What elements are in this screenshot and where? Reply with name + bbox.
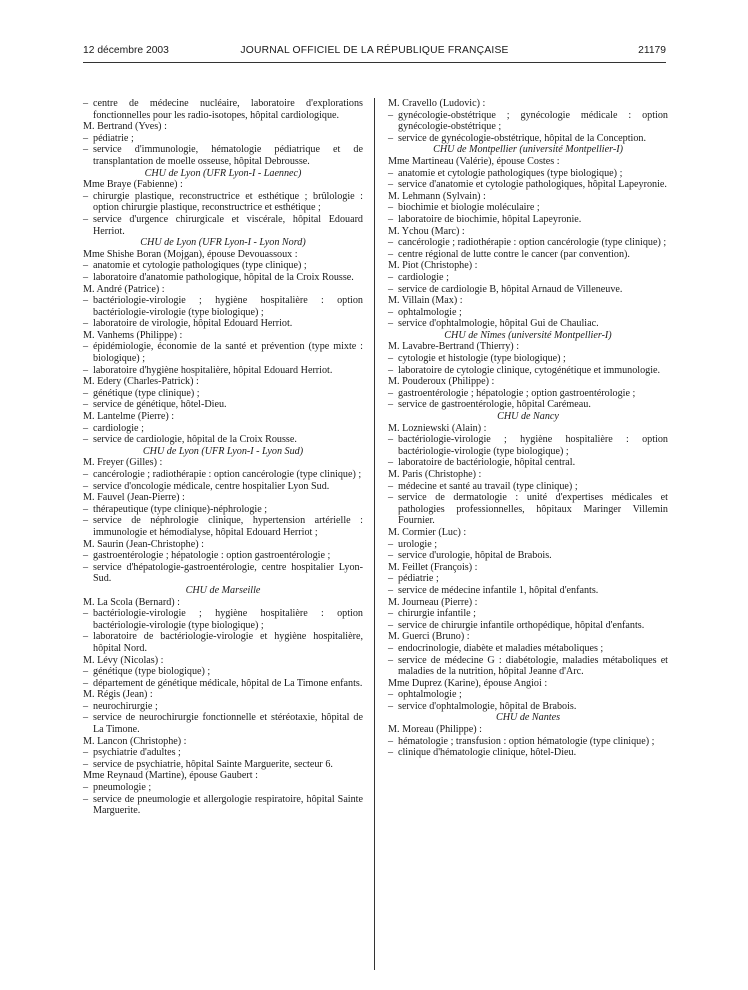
list-item: [388, 701, 668, 713]
person-name: Mme Martineau (Valérie), épouse Costes :: [388, 155, 560, 167]
list-item: [83, 550, 363, 562]
list-item: [83, 399, 363, 411]
dash-bullet: –: [388, 167, 394, 179]
dash-bullet: –: [388, 480, 394, 492]
list-item-text: service de gastroentérologie, hôpital Carémeau.: [398, 399, 591, 411]
dash-bullet: –: [83, 295, 89, 307]
dash-bullet: –: [388, 364, 394, 376]
list-item-text: ophtalmologie ;: [398, 306, 462, 318]
person-name: M. Lozniewski (Alain) :: [388, 422, 487, 434]
list-item-text: service de médecine infantile 1, hôpital d'enfants.: [398, 584, 599, 596]
dash-bullet: –: [83, 98, 89, 109]
list-item-text: cardiologie ;: [398, 271, 449, 283]
list-item: [83, 260, 363, 272]
person-name: M. Bertrand (Yves) :: [83, 121, 167, 133]
list-item-text: service de médecine G : diabétologie, maladies métaboliques et maladies de la nutrition, hôpital Jeanne d'Arc.: [398, 654, 668, 678]
list-item: [388, 643, 668, 655]
dash-bullet: –: [83, 318, 89, 330]
dash-bullet: –: [83, 677, 89, 689]
dash-bullet: –: [83, 260, 89, 272]
list-item: [83, 133, 363, 145]
dash-bullet: –: [388, 399, 394, 411]
section-heading: CHU de Lyon (UFR Lyon-I - Lyon Nord): [140, 237, 306, 249]
dash-bullet: –: [388, 213, 394, 225]
list-item: [388, 249, 668, 261]
list-item-text: cardiologie ;: [93, 422, 144, 434]
list-item-text: génétique (type biologique) ;: [93, 666, 211, 678]
list-item-text: service de génétique, hôtel-Dieu.: [93, 399, 227, 411]
list-item-text: chirurgie infantile ;: [398, 608, 476, 620]
list-item-text: épidémiologie, économie de la santé et prévention (type mixte : biologique) ;: [93, 341, 363, 365]
list-item: [83, 666, 363, 678]
list-item: [83, 272, 363, 284]
list-item-text: service d'urgence chirurgicale et viscérale, hôpital Edouard Herriot.: [93, 213, 363, 237]
person-name: M. Paris (Christophe) :: [388, 469, 482, 480]
list-item-text: anatomie et cytologie pathologiques (type biologique) ;: [398, 167, 623, 179]
list-item-text: laboratoire de biochimie, hôpital Lapeyronie.: [398, 213, 582, 225]
list-item-text: clinique d'hématologie clinique, hôtel-Dieu.: [398, 747, 577, 759]
list-item: [83, 562, 363, 585]
list-item: [83, 701, 363, 713]
dash-bullet: –: [83, 132, 89, 144]
person-name: M. Guerci (Bruno) :: [388, 631, 470, 643]
list-item-text: service de cardiologie, hôpital de la Croix Rousse.: [93, 434, 297, 446]
list-item-text: service de cardiologie B, hôpital Arnaud de Villeneuve.: [398, 283, 623, 295]
person-name: M. Lévy (Nicolas) :: [83, 654, 164, 666]
page-header: [83, 45, 666, 61]
list-item: [83, 191, 363, 214]
list-item: [83, 434, 363, 446]
person-name: M. Vanhems (Philippe) :: [83, 329, 183, 341]
list-item-text: cytologie et histologie (type biologique) ;: [398, 353, 566, 365]
list-item-text: biochimie et biologie moléculaire ;: [398, 202, 540, 214]
column-divider: [374, 98, 375, 970]
list-item: [83, 365, 363, 377]
dash-bullet: –: [83, 422, 89, 434]
list-item: [83, 144, 363, 167]
list-item: [388, 434, 668, 457]
list-item: [83, 747, 363, 759]
list-item: [388, 214, 668, 226]
dash-bullet: –: [83, 469, 89, 480]
person-name: M. Pouderoux (Philippe) :: [388, 376, 495, 388]
dash-bullet: –: [83, 550, 89, 562]
dash-bullet: –: [83, 700, 89, 712]
list-item-text: médecine et santé au travail (type clinique) ;: [398, 480, 578, 492]
dash-bullet: –: [388, 434, 394, 446]
person-name: M. Moreau (Philippe) :: [388, 724, 482, 736]
dash-bullet: –: [388, 608, 394, 620]
list-item: [388, 608, 668, 620]
list-item-text: endocrinologie, diabète et maladies métaboliques ;: [398, 642, 604, 654]
list-item-text: service de chirurgie infantile orthopédique, hôpital d'enfants.: [398, 619, 645, 631]
dash-bullet: –: [388, 387, 394, 399]
dash-bullet: –: [83, 503, 89, 515]
person-name: M. Freyer (Gilles) :: [83, 457, 163, 469]
dash-bullet: –: [388, 179, 394, 191]
list-item-text: anatomie et cytologie pathologiques (type clinique) ;: [93, 260, 307, 272]
list-item: [83, 515, 363, 538]
dash-bullet: –: [83, 190, 89, 202]
list-item: [388, 655, 668, 678]
person-name: M. Edery (Charles-Patrick) :: [83, 376, 199, 388]
dash-bullet: –: [388, 689, 394, 701]
dash-bullet: –: [388, 318, 394, 330]
list-item-text: département de génétique médicale, hôpital de La Timone enfants.: [93, 677, 363, 689]
person-name: Mme Duprez (Karine), épouse Angioi :: [388, 677, 548, 689]
dash-bullet: –: [83, 434, 89, 446]
list-item-text: ophtalmologie ;: [398, 689, 462, 701]
list-item-text: service d'ophtalmologie, hôpital de Brabois.: [398, 700, 577, 712]
dash-bullet: –: [83, 793, 89, 805]
list-item-text: thérapeutique (type clinique)-néphrologie ;: [93, 503, 268, 515]
list-item-text: service d'ophtalmologie, hôpital Gui de Chauliac.: [398, 318, 599, 330]
dash-bullet: –: [83, 782, 89, 794]
list-item-text: laboratoire d'hygiène hospitalière, hôpital Edouard Herriot.: [93, 364, 333, 376]
section-heading: CHU de Nancy: [497, 411, 559, 423]
dash-bullet: –: [388, 642, 394, 654]
list-item-text: bactériologie-virologie ; hygiène hospitalière : option bactériologie-virologie (type biologique) ;: [93, 295, 363, 318]
list-item: [83, 341, 363, 364]
list-item: [388, 747, 668, 759]
dash-bullet: –: [83, 747, 89, 759]
list-item: [388, 110, 668, 133]
dash-bullet: –: [388, 306, 394, 318]
person-name: M. Fauvel (Jean-Pierre) :: [83, 492, 185, 504]
list-item: [388, 133, 668, 145]
dash-bullet: –: [83, 480, 89, 492]
list-item: [388, 168, 668, 180]
list-item: [388, 585, 668, 597]
section-heading: CHU de Lyon (UFR Lyon-I - Lyon Sud): [142, 445, 304, 457]
list-item-text: laboratoire de virologie, hôpital Edouard Herriot.: [93, 318, 293, 330]
dash-bullet: –: [388, 735, 394, 747]
dash-bullet: –: [388, 700, 394, 712]
dash-bullet: –: [83, 271, 89, 283]
list-item-text: service de dermatologie : unité d'expertises médicales et pathologies professionnelles, hôpitaux Maringer Villemin Fournier.: [398, 492, 668, 527]
person-name: M. Journeau (Pierre) :: [388, 596, 478, 608]
list-item-text: bactériologie-virologie ; hygiène hospitalière : option bactériologie-virologie (type biologique) ;: [93, 608, 363, 631]
dash-bullet: –: [388, 132, 394, 144]
person-name: Mme Reynaud (Martine), épouse Gaubert :: [83, 770, 258, 782]
list-item-text: pneumologie ;: [93, 782, 152, 794]
list-item-text: centre de médecine nucléaire, laboratoire d'explorations fonctionnelles pour les radio-isotopes, hôpital cardiologique.: [93, 98, 363, 121]
list-item: [83, 678, 363, 690]
list-item: [83, 388, 363, 400]
list-item: [388, 202, 668, 214]
list-item: [83, 504, 363, 516]
right-column: [388, 98, 668, 759]
dash-bullet: –: [388, 202, 394, 214]
dash-bullet: –: [83, 712, 89, 724]
dash-bullet: –: [388, 573, 394, 585]
list-item: [388, 365, 668, 377]
list-item-text: service d'hépatologie-gastroentérologie, centre hospitalier Lyon-Sud.: [93, 561, 363, 585]
section-heading: CHU de Lyon (UFR Lyon-I - Laennec): [144, 167, 302, 179]
list-item-text: laboratoire de bactériologie-virologie et hygiène hospitalière, hôpital Nord.: [93, 631, 363, 654]
list-item-text: service de néphrologie clinique, hypertension artérielle : immunologie et hémodialyse, hôpital Edouard Herriot ;: [93, 515, 363, 538]
dash-bullet: –: [388, 654, 394, 666]
dash-bullet: –: [83, 144, 89, 156]
list-item: [83, 782, 363, 794]
header-rule: [83, 62, 666, 63]
list-item-text: gastroentérologie ; hépatologie ; option gastroentérologie ;: [398, 387, 636, 399]
list-item: [83, 469, 363, 481]
list-item-text: laboratoire de cytologie clinique, cytogénétique et immunologie.: [398, 364, 661, 376]
list-item-text: service de neurochirurgie fonctionnelle et stéréotaxie, hôpital de La Timone.: [93, 712, 363, 736]
dash-bullet: –: [83, 515, 89, 527]
person-name: M. Lancon (Christophe) :: [83, 735, 187, 747]
person-name: M. Cravello (Ludovic) :: [388, 98, 486, 109]
dash-bullet: –: [388, 353, 394, 365]
person-name: M. Ychou (Marc) :: [388, 225, 465, 237]
list-item: [83, 423, 363, 435]
dash-bullet: –: [388, 283, 394, 295]
person-name: M. La Scola (Bernard) :: [83, 596, 180, 608]
person-name: M. Régis (Jean) :: [83, 689, 153, 701]
list-item-text: neurochirurgie ;: [93, 700, 158, 712]
list-item: [388, 237, 668, 249]
list-item-text: cancérologie ; radiothérapie : option cancérologie (type clinique) ;: [93, 469, 362, 480]
dash-bullet: –: [83, 631, 89, 643]
list-item: [388, 284, 668, 296]
list-item: [388, 573, 668, 585]
dash-bullet: –: [388, 538, 394, 550]
list-item-text: service d'oncologie médicale, centre hospitalier Lyon Sud.: [93, 480, 330, 492]
person-name: Mme Braye (Fabienne) :: [83, 179, 183, 191]
dash-bullet: –: [388, 584, 394, 596]
list-item-text: cancérologie ; radiothérapie : option cancérologie (type clinique) ;: [398, 237, 667, 249]
left-column: [83, 98, 363, 817]
dash-bullet: –: [83, 387, 89, 399]
list-item: [388, 620, 668, 632]
list-item: [388, 388, 668, 400]
list-item-text: hématologie ; transfusion : option hématologie (type clinique) ;: [398, 735, 655, 747]
list-item-text: service d'anatomie et cytologie pathologiques, hôpital Lapeyronie.: [398, 179, 667, 191]
person-name: M. Piot (Christophe) :: [388, 260, 478, 272]
list-item: [83, 794, 363, 817]
section-heading: CHU de Marseille: [185, 584, 261, 596]
dash-bullet: –: [388, 248, 394, 260]
dash-bullet: –: [83, 608, 89, 620]
list-item-text: génétique (type clinique) ;: [93, 387, 200, 399]
header-date: 12 décembre 2003: [83, 45, 169, 56]
list-item: [388, 307, 668, 319]
list-item: [83, 712, 363, 735]
dash-bullet: –: [388, 550, 394, 562]
list-item-text: service de psychiatrie, hôpital Sainte Marguerite, secteur 6.: [93, 758, 333, 770]
list-item-text: laboratoire d'anatomie pathologique, hôpital de la Croix Rousse.: [93, 271, 354, 283]
dash-bullet: –: [388, 492, 394, 504]
person-name: M. Villain (Max) :: [388, 295, 463, 307]
list-item: [388, 272, 668, 284]
list-item-text: psychiatrie d'adultes ;: [93, 747, 181, 759]
list-item-text: service d'immunologie, hématologie pédiatrique et de transplantation de moelle osseuse, hôpital Debrousse.: [93, 144, 363, 167]
dash-bullet: –: [388, 747, 394, 759]
dash-bullet: –: [83, 341, 89, 353]
list-item: [388, 399, 668, 411]
list-item-text: pédiatrie ;: [398, 573, 439, 585]
list-item: [388, 539, 668, 551]
list-item-text: centre régional de lutte contre le cancer (par convention).: [398, 248, 630, 260]
dash-bullet: –: [83, 561, 89, 573]
list-item: [83, 608, 363, 631]
dash-bullet: –: [83, 364, 89, 376]
dash-bullet: –: [388, 237, 394, 249]
section-heading: CHU de Nantes: [495, 712, 561, 724]
list-item-text: service de pneumologie et allergologie respiratoire, hôpital Sainte Marguerite.: [93, 793, 363, 817]
person-name: M. Saurin (Jean-Christophe) :: [83, 538, 204, 550]
dash-bullet: –: [83, 399, 89, 411]
person-name: M. Lantelme (Pierre) :: [83, 411, 175, 423]
list-item: [388, 481, 668, 493]
list-item: [83, 214, 363, 237]
list-item-text: laboratoire de bactériologie, hôpital central.: [398, 457, 576, 469]
dash-bullet: –: [388, 619, 394, 631]
person-name: M. Lehmann (Sylvain) :: [388, 190, 486, 202]
header-title: JOURNAL OFFICIEL DE LA RÉPUBLIQUE FRANÇAISE: [240, 45, 509, 56]
person-name: M. Lavabre-Bertrand (Thierry) :: [388, 341, 520, 353]
list-item: [388, 179, 668, 191]
section-heading: CHU de Montpellier (université Montpellier-I): [433, 144, 623, 156]
list-item: [83, 318, 363, 330]
list-item: [83, 631, 363, 654]
person-name: Mme Shishe Boran (Mojgan), épouse Devouassoux :: [83, 248, 298, 260]
list-item: [83, 295, 363, 318]
list-item-text: pédiatrie ;: [93, 132, 134, 144]
person-name: M. Cormier (Luc) :: [388, 526, 467, 538]
section-heading: CHU de Nîmes (université Montpellier-I): [444, 329, 612, 341]
person-name: M. Feillet (François) :: [388, 561, 478, 573]
list-item-text: gastroentérologie ; hépatologie : option gastroentérologie ;: [93, 550, 331, 562]
dash-bullet: –: [83, 666, 89, 678]
dash-bullet: –: [83, 758, 89, 770]
list-item: [388, 689, 668, 701]
list-item: [388, 492, 668, 527]
list-item: [388, 550, 668, 562]
list-item: [83, 98, 363, 121]
list-item: [388, 736, 668, 748]
list-item-text: service de gynécologie-obstétrique, hôpital de la Conception.: [398, 132, 646, 144]
list-item-text: bactériologie-virologie ; hygiène hospitalière : option bactériologie-virologie (type biologique) ;: [398, 434, 668, 457]
person-name: M. André (Patrice) :: [83, 283, 165, 295]
list-item: [83, 481, 363, 493]
list-item: [388, 457, 668, 469]
list-item: [388, 318, 668, 330]
dash-bullet: –: [388, 271, 394, 283]
list-item-text: gynécologie-obstétrique ; gynécologie médicale : option gynécologie-obstétrique ;: [398, 109, 668, 133]
list-item-text: urologie ;: [398, 538, 438, 550]
list-item-text: service d'urologie, hôpital de Brabois.: [398, 550, 552, 562]
dash-bullet: –: [83, 213, 89, 225]
page-number: 21179: [638, 45, 666, 56]
dash-bullet: –: [388, 457, 394, 469]
list-item-text: chirurgie plastique, reconstructrice et esthétique ; brûlologie : option chirurgie plastique, reconstructrice et esthétique ;: [93, 190, 363, 214]
list-item: [388, 353, 668, 365]
list-item: [83, 759, 363, 771]
dash-bullet: –: [388, 109, 394, 121]
